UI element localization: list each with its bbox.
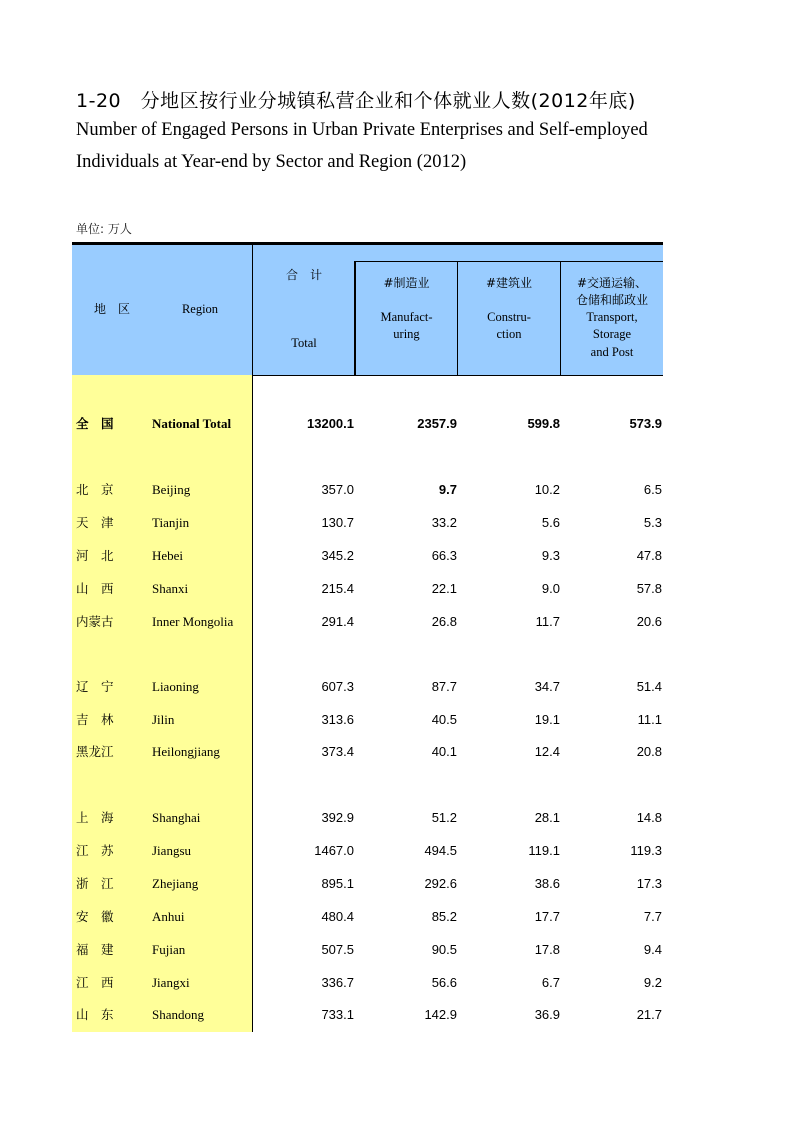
table-title-cn: 1-20 分地区按行业分城镇私营企业和个体就业人数(2012年底) [76, 90, 636, 112]
cell-transport: 9.2 [643, 975, 662, 990]
header-region-cn: 地 区 [93, 302, 130, 316]
header-total-cn: 合 计 [285, 268, 322, 282]
cell-transport: 11.1 [637, 712, 662, 727]
header-bottom-rule [252, 375, 663, 376]
row-region-cn: 山 西 [76, 581, 114, 596]
row-region-cn: 内蒙古 [76, 614, 114, 629]
region-column-highlight [72, 375, 252, 1032]
cell-total: 392.9 [321, 810, 354, 825]
header-manufacturing-en1: Manufact- [380, 310, 433, 324]
row-region-cn: 河 北 [76, 548, 114, 563]
cell-total: 373.4 [321, 744, 354, 759]
row-region-cn: 北 京 [76, 482, 114, 497]
table-title-en-line1: Number of Engaged Persons in Urban Private Enterprises and Self-employed [76, 120, 648, 140]
row-region-en: Beijing [152, 482, 191, 497]
cell-manufacturing: 22.1 [431, 581, 457, 596]
cell-manufacturing: 26.8 [431, 614, 457, 629]
unit-label: 单位: 万人 [76, 222, 132, 236]
table-row [72, 840, 663, 862]
table-row [72, 611, 663, 633]
cell-transport: 20.8 [636, 744, 662, 759]
row-region-cn: 福 建 [76, 942, 114, 957]
table-row [72, 939, 663, 961]
cell-transport: 7.7 [643, 909, 662, 924]
cell-construction: 9.3 [541, 548, 560, 563]
cell-transport: 9.4 [643, 942, 662, 957]
cell-transport: 6.5 [643, 482, 662, 497]
header-total-en: Total [291, 336, 317, 350]
table-row [72, 413, 663, 435]
cell-construction: 11.7 [535, 614, 560, 629]
table-title-en-line2: Individuals at Year-end by Sector and Region (2012) [76, 152, 467, 172]
row-region-en: Shandong [152, 1007, 204, 1022]
row-region-cn: 辽 宁 [76, 679, 114, 694]
cell-total: 507.5 [321, 942, 354, 957]
cell-manufacturing: 85.2 [431, 909, 457, 924]
cell-manufacturing: 56.6 [431, 975, 457, 990]
cell-transport: 573.9 [629, 416, 662, 431]
header-transport-cn2: 仓储和邮政业 [575, 293, 648, 307]
header-transport-cn1: #交通运输、 [576, 276, 648, 290]
data-table [72, 242, 663, 1032]
cell-construction: 5.6 [541, 515, 560, 530]
table-row [72, 906, 663, 928]
header-transport-en1: Transport, [586, 310, 638, 324]
cell-transport: 14.8 [636, 810, 662, 825]
table-row [72, 1004, 663, 1026]
cell-manufacturing: 2357.9 [417, 416, 457, 431]
row-region-en: Anhui [152, 909, 185, 924]
header-subdivider [354, 261, 663, 262]
cell-manufacturing: 40.1 [431, 744, 457, 759]
row-region-en: Jilin [152, 712, 175, 727]
table-row [72, 972, 663, 994]
table-row [72, 479, 663, 501]
cell-transport: 51.4 [636, 679, 662, 694]
cell-construction: 599.8 [527, 416, 560, 431]
cell-manufacturing: 90.5 [431, 942, 457, 957]
row-region-cn: 上 海 [76, 810, 114, 825]
row-region-cn: 浙 江 [76, 876, 114, 891]
cell-transport: 21.7 [636, 1007, 662, 1022]
cell-construction: 19.1 [534, 712, 560, 727]
cell-total: 895.1 [321, 876, 354, 891]
header-transport-en2: Storage [592, 327, 632, 341]
cell-construction: 28.1 [534, 810, 560, 825]
cell-manufacturing: 87.7 [431, 679, 457, 694]
row-region-cn: 全 国 [76, 416, 114, 431]
row-region-cn: 山 东 [76, 1007, 114, 1022]
cell-manufacturing: 292.6 [424, 876, 457, 891]
cell-construction: 9.0 [541, 581, 560, 596]
cell-manufacturing: 51.2 [431, 810, 457, 825]
header-construction-en2: ction [496, 327, 522, 341]
cell-total: 733.1 [321, 1007, 354, 1022]
cell-total: 607.3 [321, 679, 354, 694]
row-region-en: Inner Mongolia [152, 614, 234, 629]
cell-construction: 17.8 [534, 942, 560, 957]
row-region-cn: 天 津 [76, 515, 114, 530]
cell-construction: 119.1 [528, 843, 560, 858]
table-row [72, 873, 663, 895]
cell-transport: 17.3 [636, 876, 662, 891]
row-region-en: Hebei [152, 548, 184, 563]
cell-transport: 57.8 [636, 581, 662, 596]
cell-construction: 38.6 [534, 876, 560, 891]
row-region-en: Jiangsu [152, 843, 191, 858]
cell-construction: 17.7 [534, 909, 560, 924]
header-transport-en3: and Post [590, 345, 634, 359]
cell-total: 291.4 [321, 614, 354, 629]
cell-total: 480.4 [321, 909, 354, 924]
row-region-cn: 吉 林 [76, 712, 114, 727]
row-region-cn: 黑龙江 [76, 744, 114, 759]
cell-manufacturing: 494.5 [424, 843, 457, 858]
header-manufacturing-cn: #制造业 [383, 276, 430, 290]
cell-manufacturing: 9.7 [438, 482, 457, 497]
cell-manufacturing: 33.2 [431, 515, 457, 530]
header-region-en: Region [181, 302, 219, 316]
row-region-en: Shanghai [152, 810, 201, 825]
cell-transport: 119.3 [630, 843, 662, 858]
table-row [72, 512, 663, 534]
table-header [72, 245, 663, 375]
row-region-cn: 江 苏 [76, 843, 114, 858]
cell-construction: 10.2 [534, 482, 560, 497]
header-construction-cn: #建筑业 [485, 276, 533, 290]
table-row [72, 709, 663, 731]
cell-transport: 5.3 [643, 515, 662, 530]
cell-total: 1467.0 [314, 843, 354, 858]
cell-total: 357.0 [321, 482, 354, 497]
row-region-en: Liaoning [152, 679, 199, 694]
cell-transport: 20.6 [636, 614, 662, 629]
cell-total: 345.2 [321, 548, 354, 563]
cell-total: 130.7 [321, 515, 354, 530]
table-row [72, 676, 663, 698]
table-row [72, 578, 663, 600]
row-region-cn: 安 徽 [76, 909, 114, 924]
row-region-en: Zhejiang [152, 876, 199, 891]
cell-total: 313.6 [321, 712, 354, 727]
table-row [72, 545, 663, 567]
cell-construction: 34.7 [534, 679, 560, 694]
cell-construction: 36.9 [534, 1007, 560, 1022]
row-region-en: Jiangxi [152, 975, 190, 990]
row-region-en: Heilongjiang [152, 744, 220, 759]
cell-manufacturing: 40.5 [431, 712, 457, 727]
row-region-en: National Total [152, 416, 232, 431]
table-row [72, 807, 663, 829]
cell-manufacturing: 142.9 [424, 1007, 457, 1022]
cell-total: 13200.1 [307, 416, 354, 431]
header-manufacturing-en2: uring [393, 327, 420, 341]
row-region-cn: 江 西 [76, 975, 114, 990]
cell-transport: 47.8 [636, 548, 662, 563]
row-region-en: Shanxi [152, 581, 189, 596]
table-row [72, 741, 663, 763]
row-region-en: Tianjin [152, 515, 190, 530]
cell-manufacturing: 66.3 [431, 548, 457, 563]
row-region-en: Fujian [152, 942, 186, 957]
header-construction-en1: Constru- [487, 310, 531, 324]
cell-construction: 12.4 [534, 744, 560, 759]
cell-construction: 6.7 [541, 975, 560, 990]
cell-total: 215.4 [321, 581, 354, 596]
cell-total: 336.7 [321, 975, 354, 990]
